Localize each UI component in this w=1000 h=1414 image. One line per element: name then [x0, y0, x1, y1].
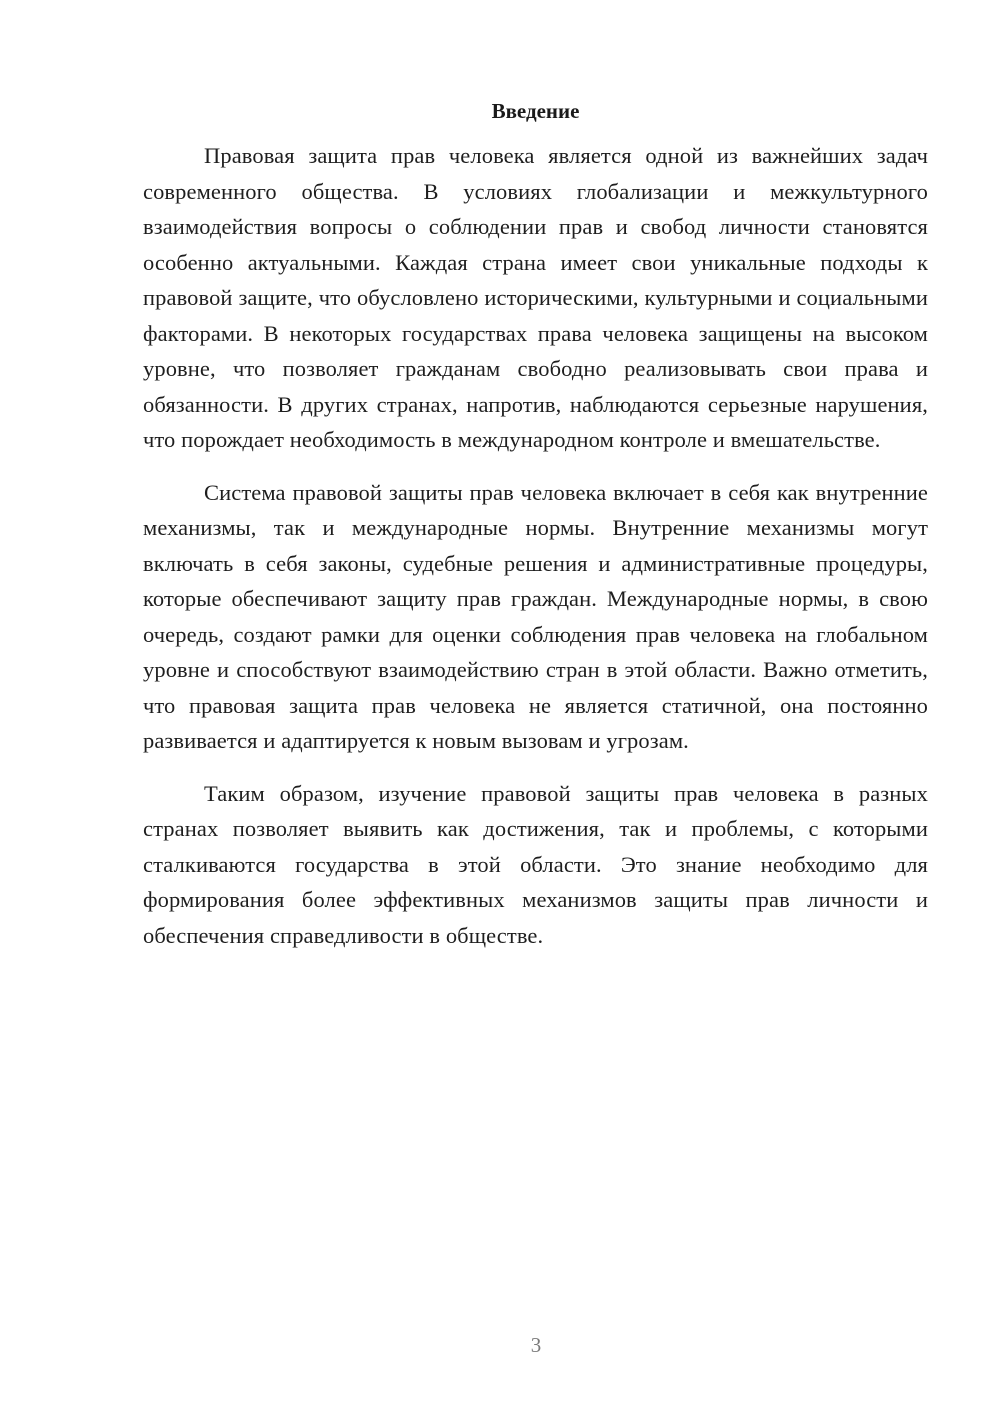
page-number: 3 — [530, 1333, 542, 1357]
section-heading: Введение — [491, 99, 580, 123]
paragraph-1: Правовая защита прав человека является одной из важнейших задач современного общества. В условиях глобализации и межкультурного взаимодействия вопросы о соблюдении прав и свобод личности становятся особенно актуальными. Каждая страна имеет свои уникальные подходы к правовой защите, что обусловлено историческими, культурными и социальными факторами. В некоторых государствах права человека защищены на высоком уровне, что позволяет гражданам свободно реализовывать свои права и обязанности. В других странах, напротив, наблюдаются серьезные нарушения, что порождает необходимость в международном контроле и вмешательстве. — [143, 143, 928, 452]
paragraph-2: Система правовой защиты прав человека включает в себя как внутренние механизмы, так и международные нормы. Внутренние механизмы могут включать в себя законы, судебные решения и административные процедуры, которые обеспечивают защиту прав граждан. Международные нормы, в свою очередь, создают рамки для оценки соблюдения прав человека на глобальном уровне и способствуют взаимодействию стран в этой области. Важно отметить, что правовая защита прав человека не является статичной, она постоянно развивается и адаптируется к новым вызовам и угрозам. — [143, 479, 928, 753]
paragraph-3: Таким образом, изучение правовой защиты прав человека в разных странах позволяет выявить как достижения, так и проблемы, с которыми сталкиваются государства в этой области. Это знание необходимо для формирования более эффективных механизмов защиты прав личности и обеспечения справедливости в обществе. — [143, 780, 928, 948]
page-content — [143, 96, 928, 970]
